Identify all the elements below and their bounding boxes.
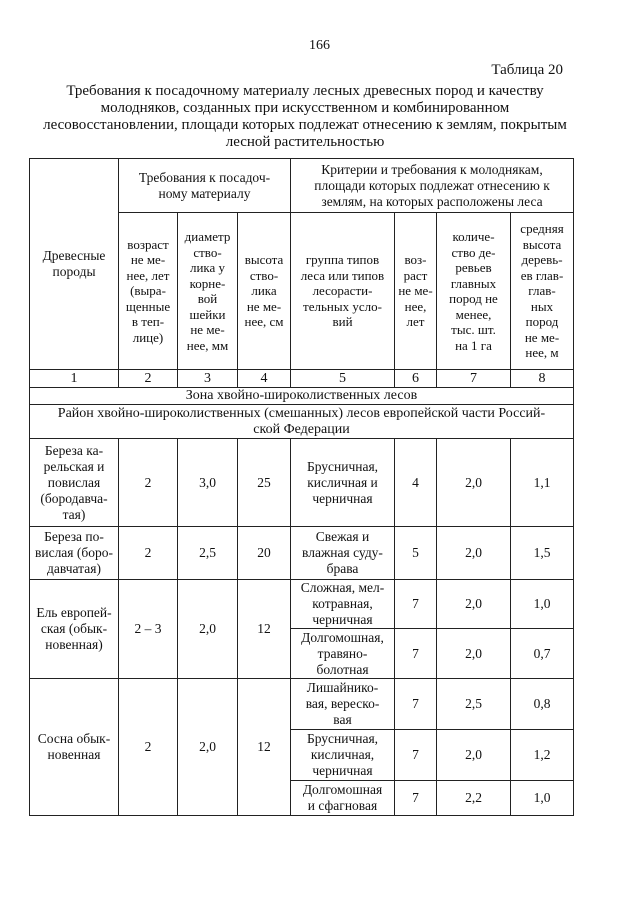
stem-diameter-cell: 3,0 [178,439,238,527]
stem-height-cell: 12 [238,580,291,679]
page-number: 166 [309,38,330,53]
header-col-6: воз- раст не ме- нее, лет [395,213,437,370]
table-body [30,159,574,816]
header-col-2: возраст не ме- нее, лет (выра- щенные в теп- лице) [119,213,178,370]
average-height-cell: 0,7 [511,629,574,679]
young-stand-age-cell: 7 [395,679,437,730]
column-number: 5 [291,370,395,388]
header-col-4: высота ство- лика не ме- нее, см [238,213,291,370]
stem-diameter-cell: 2,5 [178,527,238,580]
column-number: 1 [30,370,119,388]
forest-type-cell: Брусничная, кисличная и черничная [291,439,395,527]
young-stand-age-cell: 7 [395,580,437,629]
stem-height-cell: 20 [238,527,291,580]
tree-count-cell: 2,0 [437,439,511,527]
average-height-cell: 1,0 [511,580,574,629]
header-planting-material: Требования к посадоч- ному материалу [119,159,291,213]
table-caption: Требования к посадочному материалу лесных древесных пород и качеству молодняков, созданных при искусственном и комбинированном лесовосстановлении, площади которых подлежат отнесению к землям, покрытым лесной растительностью [43,83,567,150]
forest-type-cell: Долгомошная, травяно- болотная [291,629,395,679]
stem-diameter-cell: 2,0 [178,580,238,679]
table-row [30,580,574,629]
average-height-cell: 0,8 [511,679,574,730]
young-stand-age-cell: 7 [395,730,437,781]
tree-count-cell: 2,0 [437,629,511,679]
forest-type-cell: Долгомошная и сфагновая [291,781,395,816]
header-col-5: группа типов леса или типов лесорасти- тельных усло- вий [291,213,395,370]
average-height-cell: 1,5 [511,527,574,580]
seedling-age-cell: 2 [119,679,178,816]
column-number-row [30,370,574,388]
stem-height-cell: 25 [238,439,291,527]
species-name-cell: Береза по- вислая (боро- давчатая) [30,527,119,580]
seedling-age-cell: 2 [119,439,178,527]
forest-type-cell: Сложная, мел- котравная, черничная [291,580,395,629]
tree-count-cell: 2,2 [437,781,511,816]
tree-count-cell: 2,0 [437,730,511,781]
requirements-table [29,158,574,816]
region-row: Район хвойно-широколиственных (смешанных) лесов европейской части Россий- ской Федерации [30,405,574,439]
stem-height-cell: 12 [238,679,291,816]
young-stand-age-cell: 4 [395,439,437,527]
table-label: Таблица 20 [491,62,563,78]
young-stand-age-cell: 5 [395,527,437,580]
header-col-8: средняя высота деревь- ев глав- глав- ных пород не ме- нее, м [511,213,574,370]
table-row [30,679,574,730]
header-young-stand-criteria: Критерии и требования к молоднякам, площади которых подлежат отнесению к землям, на которых расположены леса [291,159,574,213]
seedling-age-cell: 2 [119,527,178,580]
tree-count-cell: 2,0 [437,580,511,629]
header-col-3: диаметр ство- лика у корне- вой шейки не ме- нее, мм [178,213,238,370]
column-number: 2 [119,370,178,388]
species-name-cell: Ель европей- ская (обык- новенная) [30,580,119,679]
seedling-age-cell: 2 – 3 [119,580,178,679]
young-stand-age-cell: 7 [395,629,437,679]
tree-count-cell: 2,5 [437,679,511,730]
table-row [30,439,574,527]
average-height-cell: 1,2 [511,730,574,781]
species-name-cell: Береза ка- рельская и повислая (бородавча- тая) [30,439,119,527]
average-height-cell: 1,1 [511,439,574,527]
table-row [30,527,574,580]
header-col-7: количе- ство де- ревьев главных пород не менее, тыс. шт. на 1 га [437,213,511,370]
stem-diameter-cell: 2,0 [178,679,238,816]
column-number: 6 [395,370,437,388]
forest-type-cell: Лишайнико- вая, вереско- вая [291,679,395,730]
column-number: 3 [178,370,238,388]
zone-row: Зона хвойно-широколиственных лесов [30,388,574,405]
column-number: 4 [238,370,291,388]
young-stand-age-cell: 7 [395,781,437,816]
column-number: 8 [511,370,574,388]
column-number: 7 [437,370,511,388]
average-height-cell: 1,0 [511,781,574,816]
forest-type-cell: Брусничная, кисличная, черничная [291,730,395,781]
species-name-cell: Сосна обык- новенная [30,679,119,816]
tree-count-cell: 2,0 [437,527,511,580]
header-species: Древесные породы [30,159,119,370]
forest-type-cell: Свежая и влажная суду- брава [291,527,395,580]
